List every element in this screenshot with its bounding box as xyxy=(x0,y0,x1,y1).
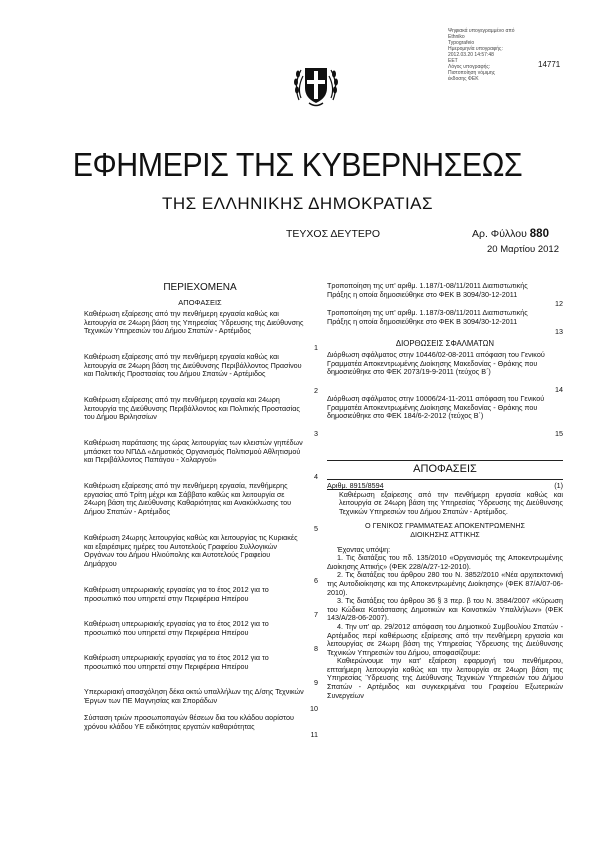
decision-index: (1) xyxy=(554,481,563,490)
list-item-page: 12 xyxy=(555,299,563,309)
list-item xyxy=(84,353,318,396)
list-item-page: 9 xyxy=(314,678,318,688)
decision-summary: Καθιέρωση εξαίρεσης από την πενθήμερη εργασία καθώς και λειτουργία σε 24ωρη βάση της Υπηρεσίας Ύδρευσης της Διεύθυνσης Τεχνικών Υπηρεσιών του Δήμου Σπατών - Αρτέμιδος. xyxy=(339,489,563,516)
coat-of-arms-icon xyxy=(291,60,341,110)
decisions-heading: ΑΠΟΦΑΣΕΙΣ xyxy=(413,463,477,475)
list-item-text: Καθιέρωση εξαίρεσης από την πενθήμερη εργασία, πενθήμερης εργασίας από Τρίτη μέχρι και Σάββατο καθώς και λειτουργία σε 24ωρη βάση της Διεύθυνσης Καθαριότητας και Ανακύκλωσης του Δήμου Σπατών - Αρτέμιδος xyxy=(84,481,292,516)
contents-list-continued xyxy=(327,282,563,439)
list-item-page: 15 xyxy=(555,429,563,439)
signature-line: Ψηφιακά υπογεγραμμένο από xyxy=(448,28,515,34)
signature-line: Πιστοποίηση νόμιμης xyxy=(448,70,496,76)
list-item-text: Καθιέρωση υπερωριακής εργασίας για το έτος 2012 για το προσωπικό που υπηρετεί στην Περιφέρεια Ηπείρου xyxy=(84,585,269,603)
contents-list xyxy=(84,310,318,740)
sheet-label: Αρ. Φύλλου xyxy=(472,228,530,240)
list-item xyxy=(84,396,318,439)
errata-heading: ΔΙΟΡΘΩΣΕΙΣ ΣΦΑΛΜΑΤΩΝ xyxy=(395,339,495,348)
gazette-title: ΕΦΗΜΕΡΙΣ ΤΗΣ ΚΥΒΕΡΝΗΣΕΩΣ xyxy=(72,146,523,183)
list-item-page: 2 xyxy=(314,386,318,396)
list-item-text: Διόρθωση σφάλματος στην 10446/02-08-2011 απόφαση του Γενικού Γραμματέα Αποκεντρωμένης Διοίκησης Μακεδονίας - Θράκης που δημοσιεύθηκε στο ΦΕΚ 2073/19-9-2011 (τεύχος Β΄) xyxy=(327,350,545,377)
list-item xyxy=(327,351,563,395)
list-item xyxy=(84,534,318,586)
signature-line: έκδοσης ΦΕΚ xyxy=(448,76,479,82)
decision-number: Αριθμ. 8915/8594 xyxy=(327,481,384,490)
contents-section: ΑΠΟΦΑΣΕΙΣ xyxy=(178,298,222,307)
list-item-text: Καθιέρωση υπερωριακής εργασίας για το έτος 2012 για το προσωπικό που υπηρετεί στην Περιφέρεια Ηπείρου xyxy=(84,619,269,637)
decision-authority: Ο ΓΕΝΙΚΟΣ ΓΡΑΜΜΑΤΕΑΣ ΑΠΟΚΕΝΤΡΩΜΕΝΗΣ ΔΙΟΙΚΗΣΗΣ ΑΤΤΙΚΗΣ xyxy=(365,521,525,539)
list-item-page: 14 xyxy=(555,385,563,395)
list-item-page: 5 xyxy=(314,524,318,534)
list-item-page: 10 xyxy=(310,704,318,714)
list-item xyxy=(84,654,318,688)
signature-line: Ημερομηνία υπογραφής: xyxy=(448,46,503,52)
list-item-text: Καθιέρωση εξαίρεσης από την πενθήμερη εργασία καθώς και λειτουργία σε 24ωρη βάση της Διεύθυνσης Περιβάλλοντος Πρασίνου και Πολιτικής Προστασίας του Δήμου Σπατών - Αρτέμιδος xyxy=(84,352,302,379)
issue-date: 20 Μαρτίου 2012 xyxy=(487,244,559,255)
list-item-text: Καθιέρωση 24ωρης λειτουργίας καθώς και λειτουργίας τις Κυριακές και εξαιρέσιμες ημέρες του Αυτοτελούς Γραφείου Συλλογικών Οργάνων του Δήμου Ηλιούπολης και Αυτοτελούς Γραφείου Δημάρχου xyxy=(84,533,298,568)
decision-point: 3. Τις διατάξεις του άρθρου 36 § 3 περ. β του Ν. 3584/2007 «Κύρωση του Κώδικα Κατάστασης Δημοτικών και Κοινοτικών Υπαλλήλων» (ΦΕΚ 143/Α/28-06-2007). xyxy=(327,596,563,623)
list-item xyxy=(84,439,318,482)
list-item xyxy=(84,482,318,534)
sheet-value: 880 xyxy=(529,228,549,240)
decision-block xyxy=(327,482,563,700)
list-item xyxy=(84,714,318,740)
sheet-number xyxy=(472,228,549,240)
signature-line: Λόγος υπογραφής: xyxy=(448,64,491,70)
section-divider xyxy=(327,460,563,461)
contents-heading: ΠΕΡΙΕΧΟΜΕΝΑ xyxy=(163,282,237,293)
list-item xyxy=(84,688,318,714)
list-item xyxy=(327,395,563,439)
decision-point: 1. Τις διατάξεις του πδ. 135/2010 «Οργανισμός της Αποκεντρωμένης Διοίκησης Αττικής» (ΦΕΚ 228/Α/27-12-2010). xyxy=(327,553,563,571)
list-item-text: Καθιέρωση υπερωριακής εργασίας για το έτος 2012 για το προσωπικό που υπηρετεί στην Περιφέρεια Ηπείρου xyxy=(84,653,269,671)
list-item-page: 1 xyxy=(314,343,318,353)
list-item-text: Υπερωριακή απασχόληση δέκα οκτώ υπαλλήλων της Δ/σης Τεχνικών Έργων των ΠΕ Μαγνησίας και Σποράδων xyxy=(84,687,304,705)
list-item-page: 11 xyxy=(310,730,318,740)
list-item-page: 3 xyxy=(314,429,318,439)
signature-line: EET xyxy=(448,58,458,64)
list-item-page: 7 xyxy=(314,610,318,620)
list-item-text: Καθιέρωση εξαίρεσης από την πενθήμερη εργασία καθώς και λειτουργία σε 24ωρη βάση της Υπηρεσίας Ύδρευσης της Διεύθυνσης Τεχνικών Υπηρεσιών του Δήμου Σπατών - Αρτέμιδος xyxy=(84,309,304,336)
section-divider xyxy=(327,479,563,480)
list-item-text: Τροποποίηση της υπ' αριθμ. 1.187/3-08/11/2011 Διαπιστωτικής Πράξης η οποία δημοσιεύθηκε στο ΦΕΚ Β 3094/30-12-2011 xyxy=(327,308,528,326)
list-item xyxy=(327,309,563,337)
signature-line: Typografeio xyxy=(448,40,475,46)
list-item-text: Σύσταση τριών προσωποπαγών θέσεων δια του κλάδου αορίστου χρόνου κλάδου ΥΕ ειδικότητας εργατών καθαριότητας xyxy=(84,713,294,731)
signature-line: 2012.03.20 14:57:48 xyxy=(448,52,494,58)
list-item-text: Καθιέρωση εξαίρεσης από την πενθήμερη εργασία και 24ωρη λειτουργία της Διεύθυνσης Περιβάλλοντος και Πολιτικής Προστασίας του Δήμου Βριλησσίων xyxy=(84,395,300,422)
list-item-text: Τροποποίηση της υπ' αριθμ. 1.187/1-08/11/2011 Διαπιστωτικής Πράξης η οποία δημοσιεύθηκε στο ΦΕΚ Β 3094/30-12-2011 xyxy=(327,281,528,299)
list-item-page: 6 xyxy=(314,576,318,586)
list-item-page: 4 xyxy=(314,472,318,482)
considering-label: Έχοντας υπόψη: xyxy=(337,544,391,554)
list-item-page: 8 xyxy=(314,644,318,654)
gazette-subtitle: ΤΗΣ ΕΛΛΗΝΙΚΗΣ ΔΗΜΟΚΡΑΤΙΑΣ xyxy=(161,194,434,213)
decision-point: 2. Τις διατάξεις του άρθρου 280 του Ν. 3852/2010 «Νέα αρχιτεκτονική της Αυτοδιοίκησης και της Αποκεντρωμένης Διοίκησης» (ΦΕΚ 87/Α/07-06-2010). xyxy=(327,570,563,597)
list-item xyxy=(84,586,318,620)
issue-label: ΤΕΥΧΟΣ ΔΕΥΤΕΡΟ xyxy=(286,228,381,240)
signature-line: Ethniko xyxy=(448,34,465,40)
list-item-page: 13 xyxy=(555,327,563,337)
list-item-text: Διόρθωση σφάλματος στην 10006/24-11-2011 απόφαση του Γενικού Γραμματέα Αποκεντρωμένης Διοίκησης Μακεδονίας - Θράκης που δημοσιεύθηκε στο ΦΕΚ 184/6-2-2012 (τεύχος Β΄) xyxy=(327,394,545,421)
digital-signature-block xyxy=(448,28,528,82)
list-item-text: Καθιέρωση παράτασης της ώρας λειτουργίας των κλειστών γηπέδων μπάσκετ του ΝΠΔΔ «Δημοτικός Οργανισμός Πολιτισμού Αθλητισμού και Περιβάλλοντος Παπάγου - Χολαργού» xyxy=(84,438,303,465)
page-number: 14771 xyxy=(538,60,561,69)
list-item xyxy=(84,310,318,353)
decision-point: 4. Την υπ' αρ. 29/2012 απόφαση του Δημοτικού Συμβουλίου Σπατών - Αρτέμιδος περί καθιέρωσης εξαίρεσης από την πενθήμερη εργασία και λειτουργίας σε 24ωρη βάση της Υπηρεσίας Ύδρευσης της Διεύθυνσης Τεχνικών Υπηρεσιών του Δήμου, αποφασίζουμε: xyxy=(327,621,563,657)
list-item xyxy=(327,282,563,309)
decision-closing: Καθιερώνουμε την κατ' εξαίρεση εφαρμογή του πενθήμερου, επταήμερη λειτουργία καθώς και την λειτουργία σε 24ωρη βάση της Υπηρεσίας Ύδρευσης της Διεύθυνσης Τεχνικών Υπηρεσιών του Δήμου Σπατών - Αρτέμιδος και συγκεκριμένα του Γραφείου Εξωτερικών Συνεργείων xyxy=(327,656,563,700)
list-item xyxy=(84,620,318,654)
